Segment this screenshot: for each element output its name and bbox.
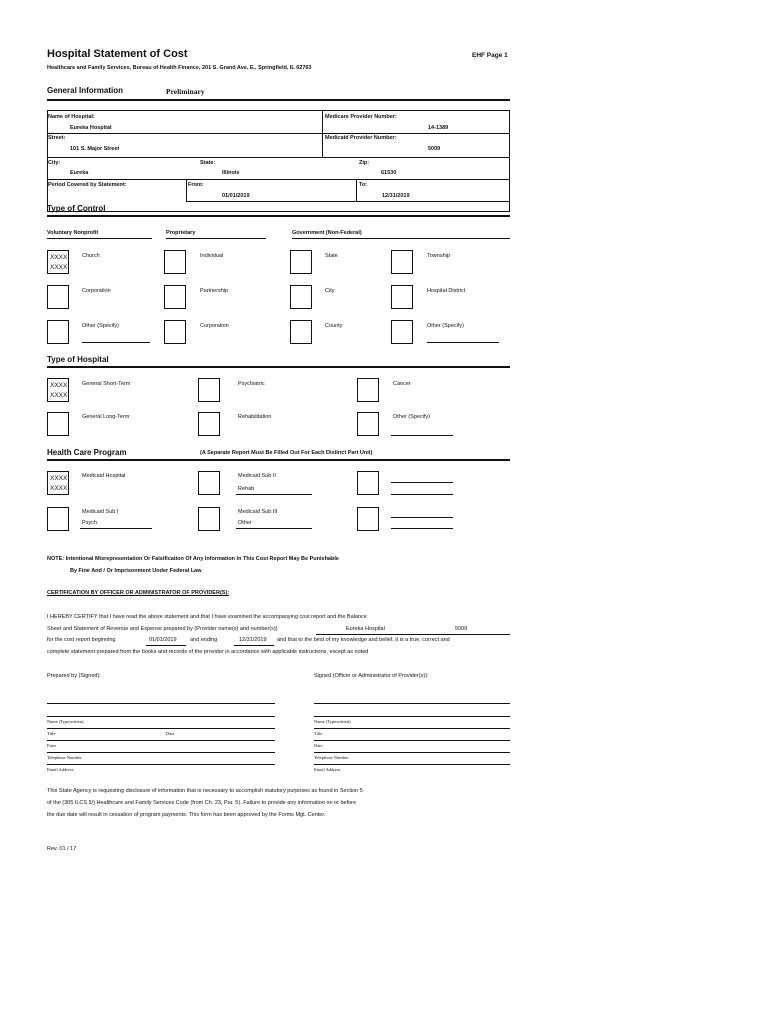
medicaid-sub3-checkbox[interactable] <box>198 507 220 531</box>
individual-checkbox[interactable] <box>164 250 186 274</box>
preparer-date-label: Date <box>166 731 175 736</box>
hospital-district-label: Hospital District <box>427 288 466 294</box>
other-hospital-specify-line[interactable] <box>391 435 453 436</box>
prepared-by-label: Prepared by (Signed): <box>47 673 101 679</box>
certification-provider-number[interactable]: 5009 <box>455 626 468 632</box>
preparer-title-label: Title <box>47 731 56 736</box>
separate-report-note: (A Separate Report Must Be Filled Out For Each Distinct Part Unit) <box>200 450 373 456</box>
street-label: Street: <box>48 135 66 141</box>
state-value: Illinois <box>222 170 240 176</box>
government-header: Government (Non-Federal) <box>292 230 362 236</box>
state-label: State: <box>200 160 216 166</box>
certification-line-3b: and ending <box>190 637 218 643</box>
medicaid-sub1-checkbox[interactable] <box>47 507 69 531</box>
street-value: 101 S. Major Street <box>70 146 120 152</box>
to-label: To: <box>359 182 368 188</box>
city-label: City: <box>48 160 61 166</box>
from-label: From: <box>188 182 204 188</box>
certification-heading: CERTIFICATION BY OFFICER OR ADMINISTRATOR OF PROVIDER(S): <box>47 590 230 596</box>
zip-label: Zip: <box>359 160 370 166</box>
from-date: 01/01/2019 <box>222 193 250 199</box>
zip-value: 61530 <box>381 170 397 176</box>
medicare-number-value: 14-1389 <box>428 125 449 131</box>
revision-label: Rev. 01 / 17 <box>47 846 77 852</box>
psychiatric-checkbox[interactable] <box>198 378 220 402</box>
city-value: Eureka <box>70 170 89 176</box>
other-government-specify-line[interactable] <box>427 342 499 343</box>
other-nonprofit-checkbox[interactable] <box>47 320 69 344</box>
state-label-control: State <box>325 253 338 259</box>
to-date: 12/31/2019 <box>382 193 410 199</box>
cancer-label: Cancer <box>393 381 411 387</box>
hospital-name-label: Name of Hospital: <box>48 114 95 120</box>
general-long-term-checkbox[interactable] <box>47 412 69 436</box>
divider <box>47 99 510 101</box>
officer-date-label: Date <box>314 743 323 748</box>
report-status: Preliminary <box>166 87 205 96</box>
general-information-heading: General Information <box>47 86 124 95</box>
type-of-control-heading: Type of Control <box>47 204 106 213</box>
penalty-note-line-2: By Fine And / Or Imprisonment Under Federal Law <box>70 568 202 574</box>
extra-program-line-1b[interactable] <box>391 494 453 495</box>
hospital-district-checkbox[interactable] <box>391 285 413 309</box>
psych-label: Psych <box>82 520 97 526</box>
voluntary-nonprofit-header: Voluntary Nonprofit <box>47 230 99 236</box>
other-government-label: Other (Specify) <box>427 323 464 329</box>
psychiatric-label: Psychiatric <box>238 381 265 387</box>
rehab-label: Rehab <box>238 486 255 492</box>
medicare-number-label: Medicare Provider Number: <box>325 114 397 120</box>
disclosure-line-3: the due date will result in cessation of program payments. This form has been approved by the Forms Mgt. Center. <box>47 812 326 818</box>
certification-line-4: complete statement prepared from the books and records of the provider in accordance with applicable instructions, except as noted <box>47 649 369 655</box>
prepared-by-signature-line[interactable] <box>47 703 275 704</box>
rehabilitation-checkbox[interactable] <box>198 412 220 436</box>
extra-program-checkbox-1[interactable] <box>357 471 379 495</box>
period-label: Period Covered by Statement: <box>48 182 127 188</box>
disclosure-line-2: of the (305 ILCS 5/) Healthcare and Family Services Code (from Ch. 23, Par. 5). Failure to provide any information on or before <box>47 800 357 806</box>
other-government-checkbox[interactable] <box>391 320 413 344</box>
medicaid-number-value: 5009 <box>428 146 441 152</box>
penalty-note-line-1: NOTE: Intentional Misrepresentation Or Falsification Of Any Information In This Cost Report May Be Punishable <box>47 556 339 562</box>
corporation-nonprofit-checkbox[interactable] <box>47 285 69 309</box>
partnership-label: Partnership <box>200 288 229 294</box>
medicaid-sub3-label: Medicaid Sub III <box>238 509 278 515</box>
corporation-proprietary-label: Corporation <box>200 323 229 329</box>
city-label-control: City <box>325 288 335 294</box>
preparer-firm-label: Firm <box>47 743 56 748</box>
other-nonprofit-label: Other (Specify) <box>82 323 119 329</box>
township-label: Township <box>427 253 450 259</box>
corporation-proprietary-checkbox[interactable] <box>164 320 186 344</box>
rehabilitation-label: Rehabilitation <box>238 414 272 420</box>
hospital-name-value: Eureka Hospital <box>70 125 112 131</box>
church-label: Church <box>82 253 100 259</box>
medicaid-hospital-label: Medicaid Hospital <box>82 473 126 479</box>
certification-line-1: I HEREBY CERTIFY that I have read the above statement and that I have examined the accompanying cost report and the Balance <box>47 614 367 620</box>
other-program-label: Other <box>238 520 252 526</box>
medicaid-sub2-checkbox[interactable] <box>198 471 220 495</box>
certification-provider-name[interactable]: Eureka Hospital <box>346 626 385 632</box>
medicaid-sub1-label: Medicaid Sub I <box>82 509 119 515</box>
certification-end-date[interactable]: 12/31/2019 <box>239 637 267 643</box>
church-checkbox[interactable]: XXXX XXXX <box>47 250 69 274</box>
certification-begin-date[interactable]: 01/01/2019 <box>149 637 177 643</box>
extra-program-line-2b[interactable] <box>391 528 453 529</box>
officer-email-label: Email Address <box>314 767 341 772</box>
officer-title-label: Title <box>314 731 323 736</box>
medicaid-hospital-checkbox[interactable]: XXXX XXXX <box>47 471 69 495</box>
other-nonprofit-specify-line[interactable] <box>82 342 150 343</box>
agency-address: Healthcare and Family Services, Bureau of Health Finance, 201 S. Grand Ave. E., Springfield, IL 62763 <box>47 65 312 71</box>
signed-by-label: Signed (Officer or Administrator of Provider(s)): <box>314 673 429 679</box>
proprietary-header: Proprietary <box>166 230 196 236</box>
general-long-term-label: General Long-Term <box>82 414 130 420</box>
officer-name-label: Name (Typewritten) <box>314 719 351 724</box>
general-short-term-checkbox[interactable]: XXXX XXXX <box>47 378 69 402</box>
type-of-hospital-heading: Type of Hospital <box>47 355 109 364</box>
extra-program-checkbox-2[interactable] <box>357 507 379 531</box>
other-hospital-label: Other (Specify) <box>393 414 430 420</box>
page-title: Hospital Statement of Cost <box>47 48 188 60</box>
page-number: EHF Page 1 <box>472 52 508 59</box>
certification-line-3a: for the cost report beginning <box>47 637 116 643</box>
cancer-checkbox[interactable] <box>357 378 379 402</box>
certification-line-2: Sheet and Statement of Revenue and Expense prepared by (Provider name(s) and number(s)) <box>47 626 278 632</box>
township-checkbox[interactable] <box>391 250 413 274</box>
preparer-email-label: Email Address <box>47 767 74 772</box>
county-checkbox[interactable] <box>290 320 312 344</box>
officer-signature-line[interactable] <box>314 703 510 704</box>
county-label: County <box>325 323 343 329</box>
certification-line-3c: and that to the best of my knowledge and belief, it is a true, correct and <box>277 637 450 643</box>
extra-program-line-1a[interactable] <box>391 482 453 483</box>
city-checkbox[interactable] <box>290 285 312 309</box>
extra-program-line-2a[interactable] <box>391 517 453 518</box>
medicaid-sub2-label: Medicaid Sub II <box>238 473 276 479</box>
officer-phone-label: Telephone Number <box>314 755 349 760</box>
medicaid-number-label: Medicaid Provider Number: <box>325 135 397 141</box>
disclosure-line-1: This State Agency is requesting disclosure of information that is necessary to accomplish statutory purposes as found in Section 5 <box>47 788 363 794</box>
partnership-checkbox[interactable] <box>164 285 186 309</box>
state-checkbox[interactable] <box>290 250 312 274</box>
individual-label: Individual <box>200 253 224 259</box>
preparer-name-label: Name (Typewritten) <box>47 719 84 724</box>
other-hospital-checkbox[interactable] <box>357 412 379 436</box>
preparer-phone-label: Telephone Number <box>47 755 82 760</box>
general-short-term-label: General Short-Term <box>82 381 131 387</box>
health-care-program-heading: Health Care Program <box>47 448 127 457</box>
corporation-nonprofit-label: Corporation <box>82 288 111 294</box>
